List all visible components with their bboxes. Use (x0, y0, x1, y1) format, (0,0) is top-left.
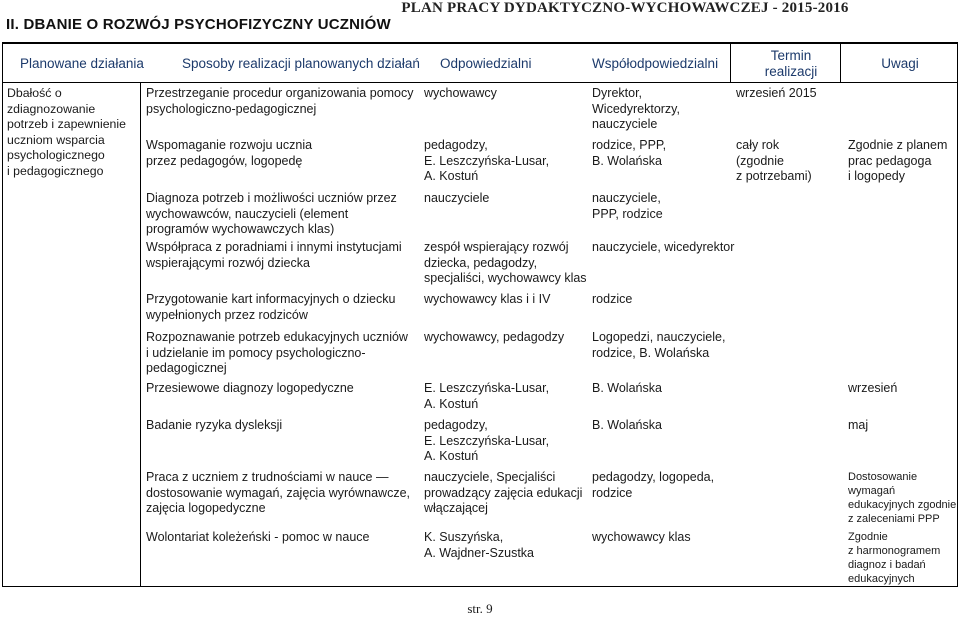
coresponsible-cell: nauczyciele, PPP, rodzice (592, 191, 663, 221)
method-cell: Wspomaganie rozwoju ucznia przez pedagogów, logopedę (146, 138, 313, 168)
coresponsible-cell: Dyrektor, Wicedyrektorzy, nauczyciele (592, 86, 680, 131)
header-divider (2, 82, 958, 83)
method-cell: Badanie ryzyka dysleksji (146, 418, 283, 432)
method-cell: Diagnoza potrzeb i możliwości uczniów przez wychowawców, nauczycieli (element programów wychowawczych klas) (146, 191, 397, 236)
coresponsible-cell: rodzice, PPP, B. Wolańska (592, 138, 667, 168)
document-header: PLAN PRACY DYDAKTYCZNO-WYCHOWAWCZEJ - 2015-2016 (401, 0, 849, 16)
responsible-cell: pedagodzy, E. Leszczyńska-Lusar, A. Kostuń (424, 418, 550, 463)
coresponsible-cell: wychowawcy klas (592, 530, 691, 544)
table-border-left (2, 42, 3, 587)
table-border-top (2, 42, 958, 44)
responsible-cell: wychowawcy (424, 86, 497, 100)
responsible-cell: K. Suszyńska, A. Wajdner-Szustka (424, 530, 534, 560)
method-cell: Praca z uczniem z trudnościami w nauce — dostosowanie wymagań, zajęcia wyrównawcze, zajęcia logopedyczne (146, 470, 411, 515)
responsible-cell: nauczyciele (424, 191, 490, 205)
column-header-coresponsible: Współodpowiedzialni (592, 56, 719, 71)
column-header-deadline: Termin realizacji (764, 48, 818, 79)
responsible-cell: wychowawcy klas i i IV (424, 292, 551, 306)
column-header-methods: Sposoby realizacji planowanych działań (182, 56, 420, 71)
coresponsible-cell: nauczyciele, wicedyrektor (592, 240, 735, 254)
method-cell: Współpraca z poradniami i innymi instytucjami wspierającymi rozwój dziecka (146, 240, 402, 270)
coresponsible-cell: Logopedzi, nauczyciele, rodzice, B. Wolańska (592, 330, 726, 360)
section-title: II. DBANIE O ROZWÓJ PSYCHOFIZYCZNY UCZNIÓW (6, 16, 391, 33)
responsible-cell: nauczyciele, Specjaliści prowadzący zajęcia edukacji włączającej (424, 470, 583, 515)
column-header-notes: Uwagi (881, 56, 919, 71)
method-cell: Wolontariat koleżeński - pomoc w nauce (146, 530, 370, 544)
deadline-cell: maj (848, 418, 869, 432)
method-cell: Przesiewowe diagnozy logopedyczne (146, 381, 354, 395)
table-border-bottom (2, 586, 958, 587)
responsible-cell: pedagodzy, E. Leszczyńska-Lusar, A. Kostuń (424, 138, 550, 183)
responsible-cell: E. Leszczyńska-Lusar, A. Kostuń (424, 381, 550, 411)
table-border-right (957, 42, 958, 587)
planned-action: Dbałość o zdiagnozowanie potrzeb i zapewnienie uczniom wsparcia psychologicznego i pedagogicznego (7, 86, 126, 178)
coresponsible-cell: rodzice (592, 292, 633, 306)
deadline-cell: wrzesień (848, 381, 898, 395)
coresponsible-cell: B. Wolańska (592, 418, 662, 432)
column-header-actions: Planowane działania (20, 56, 144, 71)
coresponsible-cell: B. Wolańska (592, 381, 662, 395)
responsible-cell: wychowawcy, pedagodzy (424, 330, 565, 344)
responsible-cell: zespół wspierający rozwój dziecka, pedagodzy, specjaliści, wychowawcy klas (424, 240, 587, 285)
method-cell: Przygotowanie kart informacyjnych o dziecku wypełnionych przez rodziców (146, 292, 396, 322)
method-cell: Rozpoznawanie potrzeb edukacyjnych uczniów i udzielanie im pomocy psychologiczno- pedagogicznej (146, 330, 408, 375)
page-number: str. 9 (467, 601, 493, 616)
deadline-cell: cały rok (zgodnie z potrzebami) (736, 138, 812, 183)
col-divider-5 (730, 42, 731, 83)
notes-cell: Zgodnie z harmonogramem diagnoz i badań edukacyjnych (848, 531, 941, 585)
column-header-responsible: Odpowiedzialni (440, 56, 532, 71)
method-cell: Przestrzeganie procedur organizowania pomocy psychologiczno-pedagogicznej (146, 86, 414, 116)
coresponsible-cell: pedagodzy, logopeda, rodzice (592, 470, 715, 500)
col-divider-6 (840, 42, 841, 83)
deadline-cell: wrzesień 2015 (736, 86, 817, 100)
notes-cell: Dostosowanie wymagań edukacyjnych zgodnie z zaleceniami PPP (848, 471, 957, 525)
notes-cell: Zgodnie z planem prac pedagoga i logopedy (848, 138, 948, 183)
